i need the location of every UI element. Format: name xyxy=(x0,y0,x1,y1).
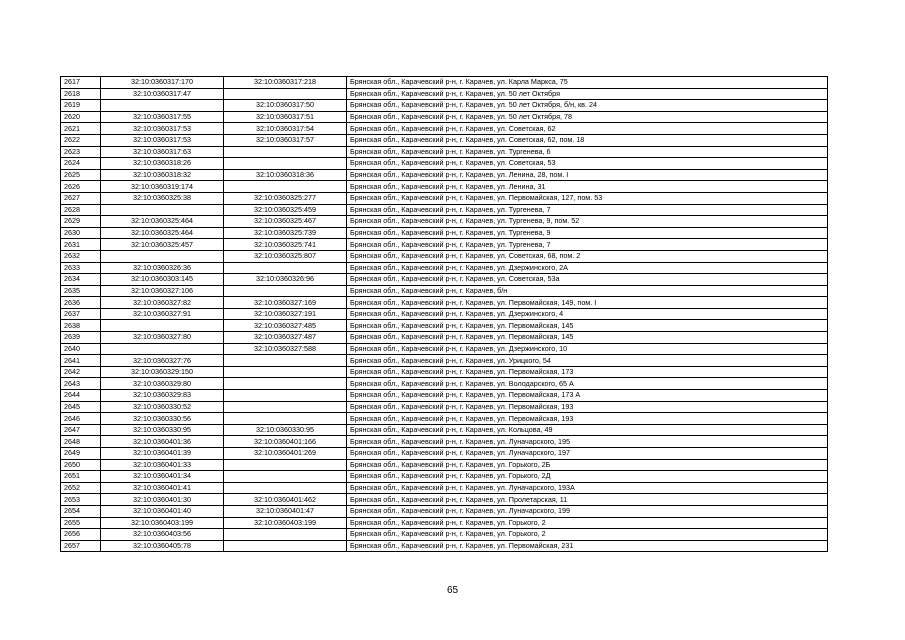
table-row xyxy=(61,540,828,552)
cadastral-number-cell: 32:10:0360401:39 xyxy=(101,448,224,460)
table-row xyxy=(61,134,828,146)
address-cell: Брянская обл., Карачевский р-н, г. Карачев, ул. Кольцова, 49 xyxy=(347,424,828,436)
row-number-cell: 2619 xyxy=(61,100,101,112)
row-number-cell: 2654 xyxy=(61,505,101,517)
table-row xyxy=(61,424,828,436)
address-cell: Брянская обл., Карачевский р-н, г. Карачев, ул. Луначарского, 199 xyxy=(347,505,828,517)
table-row xyxy=(61,146,828,158)
row-number-cell: 2629 xyxy=(61,216,101,228)
row-number-cell: 2644 xyxy=(61,390,101,402)
cadastral-number-cell: 32:10:0360303:145 xyxy=(101,274,224,286)
table-row xyxy=(61,529,828,541)
address-cell: Брянская обл., Карачевский р-н, г. Карачев, ул. 50 лет Октября, 78 xyxy=(347,111,828,123)
address-cell: Брянская обл., Карачевский р-н, г. Карачев, ул. Советская, 68, пом. 2 xyxy=(347,250,828,262)
object-cadastral-number-cell: 32:10:0360317:57 xyxy=(224,134,347,146)
object-cadastral-number-cell xyxy=(224,459,347,471)
row-number-cell: 2638 xyxy=(61,320,101,332)
row-number-cell: 2624 xyxy=(61,158,101,170)
row-number-cell: 2648 xyxy=(61,436,101,448)
table-row xyxy=(61,192,828,204)
object-cadastral-number-cell: 32:10:0360401:462 xyxy=(224,494,347,506)
table-row xyxy=(61,343,828,355)
cadastral-number-cell: 32:10:0360327:76 xyxy=(101,355,224,367)
object-cadastral-number-cell: 32:10:0360325:807 xyxy=(224,250,347,262)
table-row xyxy=(61,517,828,529)
object-cadastral-number-cell: 32:10:0360325:467 xyxy=(224,216,347,228)
row-number-cell: 2657 xyxy=(61,540,101,552)
row-number-cell: 2618 xyxy=(61,88,101,100)
table-row xyxy=(61,436,828,448)
address-cell: Брянская обл., Карачевский р-н, г. Карачев, ул. Первомайская, 149, пом. I xyxy=(347,297,828,309)
cadastral-number-cell: 32:10:0360401:36 xyxy=(101,436,224,448)
row-number-cell: 2623 xyxy=(61,146,101,158)
table-row xyxy=(61,111,828,123)
cadastral-number-cell: 32:10:0360317:55 xyxy=(101,111,224,123)
page-number: 65 xyxy=(446,585,459,596)
object-cadastral-number-cell: 32:10:0360317:51 xyxy=(224,111,347,123)
object-cadastral-number-cell xyxy=(224,471,347,483)
address-cell: Брянская обл., Карачевский р-н, г. Карачев, ул. Советская, 53 xyxy=(347,158,828,170)
cadastral-number-cell xyxy=(101,100,224,112)
table-row xyxy=(61,378,828,390)
row-number-cell: 2645 xyxy=(61,401,101,413)
cadastral-number-cell: 32:10:0360401:40 xyxy=(101,505,224,517)
cadastral-number-cell: 32:10:0360325:38 xyxy=(101,192,224,204)
object-cadastral-number-cell: 32:10:0360317:54 xyxy=(224,123,347,135)
address-cell: Брянская обл., Карачевский р-н, г. Карачев, ул. Советская, 62 xyxy=(347,123,828,135)
object-cadastral-number-cell xyxy=(224,262,347,274)
address-cell: Брянская обл., Карачевский р-н, г. Карачев, ул. Первомайская, 127, пом. 53 xyxy=(347,192,828,204)
address-cell: Брянская обл., Карачевский р-н, г. Карачев, ул. Первомайская, 145 xyxy=(347,332,828,344)
cadastral-number-cell: 32:10:0360325:457 xyxy=(101,239,224,251)
object-cadastral-number-cell xyxy=(224,158,347,170)
table-row xyxy=(61,216,828,228)
cadastral-number-cell: 32:10:0360327:106 xyxy=(101,285,224,297)
row-number-cell: 2636 xyxy=(61,297,101,309)
cadastral-number-cell: 32:10:0360325:464 xyxy=(101,216,224,228)
object-cadastral-number-cell: 32:10:0360317:218 xyxy=(224,77,347,89)
cadastral-number-cell: 32:10:0360325:464 xyxy=(101,227,224,239)
object-cadastral-number-cell: 32:10:0360401:269 xyxy=(224,448,347,460)
cadastral-number-cell: 32:10:0360330:52 xyxy=(101,401,224,413)
cadastral-number-cell: 32:10:0360401:34 xyxy=(101,471,224,483)
row-number-cell: 2620 xyxy=(61,111,101,123)
table-row xyxy=(61,471,828,483)
cadastral-number-cell: 32:10:0360330:56 xyxy=(101,413,224,425)
cadastral-number-cell: 32:10:0360317:53 xyxy=(101,134,224,146)
table-row xyxy=(61,448,828,460)
cadastral-number-cell xyxy=(101,320,224,332)
object-cadastral-number-cell xyxy=(224,378,347,390)
address-cell: Брянская обл., Карачевский р-н, г. Карачев, ул. Первомайская, 145 xyxy=(347,320,828,332)
table-row xyxy=(61,390,828,402)
cadastral-number-cell: 32:10:0360329:80 xyxy=(101,378,224,390)
row-number-cell: 2617 xyxy=(61,77,101,89)
row-number-cell: 2642 xyxy=(61,366,101,378)
row-number-cell: 2631 xyxy=(61,239,101,251)
cadastral-number-cell xyxy=(101,204,224,216)
object-cadastral-number-cell xyxy=(224,401,347,413)
row-number-cell: 2649 xyxy=(61,448,101,460)
table-row xyxy=(61,401,828,413)
cadastral-number-cell: 32:10:0360318:32 xyxy=(101,169,224,181)
address-cell: Брянская обл., Карачевский р-н, г. Карачев, ул. 50 лет Октября, б/н, кв. 24 xyxy=(347,100,828,112)
object-cadastral-number-cell: 32:10:0360325:459 xyxy=(224,204,347,216)
address-cell: Брянская обл., Карачевский р-н, г. Карачев, ул. Горького, 2Д xyxy=(347,471,828,483)
object-cadastral-number-cell: 32:10:0360327:191 xyxy=(224,308,347,320)
address-cell: Брянская обл., Карачевский р-н, г. Карачев, ул. Советская, 53а xyxy=(347,274,828,286)
cadastral-number-cell: 32:10:0360317:47 xyxy=(101,88,224,100)
cadastral-number-cell: 32:10:0360403:199 xyxy=(101,517,224,529)
cadastral-number-cell xyxy=(101,250,224,262)
object-cadastral-number-cell xyxy=(224,285,347,297)
address-cell: Брянская обл., Карачевский р-н, г. Карачев, ул. Ленина, 31 xyxy=(347,181,828,193)
table-row xyxy=(61,181,828,193)
table-row xyxy=(61,262,828,274)
object-cadastral-number-cell: 32:10:0360327:169 xyxy=(224,297,347,309)
address-cell: Брянская обл., Карачевский р-н, г. Карачев, б/н xyxy=(347,285,828,297)
object-cadastral-number-cell: 32:10:0360401:47 xyxy=(224,505,347,517)
cadastral-number-cell: 32:10:0360317:63 xyxy=(101,146,224,158)
address-cell: Брянская обл., Карачевский р-н, г. Карачев, ул. Горького, 2 xyxy=(347,517,828,529)
cadastral-number-cell: 32:10:0360327:91 xyxy=(101,308,224,320)
address-cell: Брянская обл., Карачевский р-н, г. Карачев, ул. Первомайская, 193 xyxy=(347,401,828,413)
table-row xyxy=(61,239,828,251)
row-number-cell: 2639 xyxy=(61,332,101,344)
object-cadastral-number-cell: 32:10:0360327:588 xyxy=(224,343,347,355)
address-cell: Брянская обл., Карачевский р-н, г. Карачев, ул. Тургенева, 7 xyxy=(347,204,828,216)
address-cell: Брянская обл., Карачевский р-н, г. Карачев, ул. Ленина, 28, пом. I xyxy=(347,169,828,181)
object-cadastral-number-cell xyxy=(224,413,347,425)
cadastral-number-cell: 32:10:0360329:150 xyxy=(101,366,224,378)
cadastral-number-cell: 32:10:0360403:56 xyxy=(101,529,224,541)
object-cadastral-number-cell xyxy=(224,88,347,100)
cadastral-number-cell: 32:10:0360317:53 xyxy=(101,123,224,135)
row-number-cell: 2643 xyxy=(61,378,101,390)
address-cell: Брянская обл., Карачевский р-н, г. Карачев, ул. Тургенева, 6 xyxy=(347,146,828,158)
row-number-cell: 2621 xyxy=(61,123,101,135)
row-number-cell: 2630 xyxy=(61,227,101,239)
address-cell: Брянская обл., Карачевский р-н, г. Карачев, ул. Карла Маркса, 75 xyxy=(347,77,828,89)
table-row xyxy=(61,413,828,425)
property-table-body xyxy=(61,77,828,552)
address-cell: Брянская обл., Карачевский р-н, г. Карачев, ул. Дзержинского, 4 xyxy=(347,308,828,320)
table-row xyxy=(61,505,828,517)
address-cell: Брянская обл., Карачевский р-н, г. Карачев, ул. Тургенева, 9, пом. 52 xyxy=(347,216,828,228)
row-number-cell: 2650 xyxy=(61,459,101,471)
table-row xyxy=(61,366,828,378)
object-cadastral-number-cell xyxy=(224,390,347,402)
row-number-cell: 2655 xyxy=(61,517,101,529)
row-number-cell: 2634 xyxy=(61,274,101,286)
row-number-cell: 2626 xyxy=(61,181,101,193)
cadastral-number-cell: 32:10:0360401:33 xyxy=(101,459,224,471)
table-row xyxy=(61,250,828,262)
row-number-cell: 2632 xyxy=(61,250,101,262)
address-cell: Брянская обл., Карачевский р-н, г. Карачев, ул. Пролетарская, 11 xyxy=(347,494,828,506)
address-cell: Брянская обл., Карачевский р-н, г. Карачев, ул. Тургенева, 9 xyxy=(347,227,828,239)
row-number-cell: 2628 xyxy=(61,204,101,216)
address-cell: Брянская обл., Карачевский р-н, г. Карачев, ул. Дзержинского, 10 xyxy=(347,343,828,355)
object-cadastral-number-cell xyxy=(224,181,347,193)
object-cadastral-number-cell xyxy=(224,355,347,367)
row-number-cell: 2652 xyxy=(61,482,101,494)
address-cell: Брянская обл., Карачевский р-н, г. Карачев, ул. Первомайская, 193 xyxy=(347,413,828,425)
table-row xyxy=(61,227,828,239)
cadastral-number-cell: 32:10:0360329:83 xyxy=(101,390,224,402)
row-number-cell: 2656 xyxy=(61,529,101,541)
object-cadastral-number-cell xyxy=(224,366,347,378)
address-cell: Брянская обл., Карачевский р-н, г. Карачев, ул. Урицкого, 54 xyxy=(347,355,828,367)
object-cadastral-number-cell: 32:10:0360318:36 xyxy=(224,169,347,181)
object-cadastral-number-cell: 32:10:0360326:96 xyxy=(224,274,347,286)
address-cell: Брянская обл., Карачевский р-н, г. Карачев, ул. Луначарского, 195 xyxy=(347,436,828,448)
row-number-cell: 2633 xyxy=(61,262,101,274)
object-cadastral-number-cell: 32:10:0360401:166 xyxy=(224,436,347,448)
object-cadastral-number-cell: 32:10:0360317:50 xyxy=(224,100,347,112)
cadastral-number-cell: 32:10:0360401:41 xyxy=(101,482,224,494)
row-number-cell: 2627 xyxy=(61,192,101,204)
table-row xyxy=(61,100,828,112)
property-table xyxy=(60,76,828,552)
address-cell: Брянская обл., Карачевский р-н, г. Карачев, ул. Горького, 2Б xyxy=(347,459,828,471)
object-cadastral-number-cell: 32:10:0360330:95 xyxy=(224,424,347,436)
address-cell: Брянская обл., Карачевский р-н, г. Карачев, ул. Первомайская, 173 А xyxy=(347,390,828,402)
table-row xyxy=(61,158,828,170)
cadastral-number-cell: 32:10:0360405:78 xyxy=(101,540,224,552)
cadastral-number-cell: 32:10:0360327:82 xyxy=(101,297,224,309)
row-number-cell: 2651 xyxy=(61,471,101,483)
cadastral-number-cell: 32:10:0360317:170 xyxy=(101,77,224,89)
address-cell: Брянская обл., Карачевский р-н, г. Карачев, ул. Тургенева, 7 xyxy=(347,239,828,251)
address-cell: Брянская обл., Карачевский р-н, г. Карачев, ул. Первомайская, 173 xyxy=(347,366,828,378)
table-row xyxy=(61,123,828,135)
row-number-cell: 2625 xyxy=(61,169,101,181)
object-cadastral-number-cell: 32:10:0360327:487 xyxy=(224,332,347,344)
table-row xyxy=(61,308,828,320)
cadastral-number-cell: 32:10:0360319:174 xyxy=(101,181,224,193)
object-cadastral-number-cell xyxy=(224,482,347,494)
cadastral-number-cell: 32:10:0360330:95 xyxy=(101,424,224,436)
object-cadastral-number-cell xyxy=(224,146,347,158)
cadastral-number-cell: 32:10:0360326:36 xyxy=(101,262,224,274)
object-cadastral-number-cell: 32:10:0360325:739 xyxy=(224,227,347,239)
table-row xyxy=(61,285,828,297)
object-cadastral-number-cell: 32:10:0360325:741 xyxy=(224,239,347,251)
table-row xyxy=(61,482,828,494)
row-number-cell: 2646 xyxy=(61,413,101,425)
cadastral-number-cell: 32:10:0360327:80 xyxy=(101,332,224,344)
table-row xyxy=(61,297,828,309)
table-row xyxy=(61,355,828,367)
cadastral-number-cell: 32:10:0360318:26 xyxy=(101,158,224,170)
row-number-cell: 2640 xyxy=(61,343,101,355)
address-cell: Брянская обл., Карачевский р-н, г. Карачев, ул. 50 лет Октября xyxy=(347,88,828,100)
table-row xyxy=(61,88,828,100)
row-number-cell: 2622 xyxy=(61,134,101,146)
address-cell: Брянская обл., Карачевский р-н, г. Карачев, ул. Луначарского, 197 xyxy=(347,448,828,460)
table-row xyxy=(61,332,828,344)
address-cell: Брянская обл., Карачевский р-н, г. Карачев, ул. Первомайская, 231 xyxy=(347,540,828,552)
table-row xyxy=(61,494,828,506)
object-cadastral-number-cell: 32:10:0360403:199 xyxy=(224,517,347,529)
object-cadastral-number-cell xyxy=(224,529,347,541)
object-cadastral-number-cell: 32:10:0360327:485 xyxy=(224,320,347,332)
table-row xyxy=(61,77,828,89)
table-row xyxy=(61,204,828,216)
row-number-cell: 2641 xyxy=(61,355,101,367)
object-cadastral-number-cell: 32:10:0360325:277 xyxy=(224,192,347,204)
object-cadastral-number-cell xyxy=(224,540,347,552)
cadastral-number-cell xyxy=(101,343,224,355)
cadastral-number-cell: 32:10:0360401:30 xyxy=(101,494,224,506)
address-cell: Брянская обл., Карачевский р-н, г. Карачев, ул. Володарского, 65 А xyxy=(347,378,828,390)
address-cell: Брянская обл., Карачевский р-н, г. Карачев, ул. Горького, 2 xyxy=(347,529,828,541)
address-cell: Брянская обл., Карачевский р-н, г. Карачев, ул. Советская, 62, пом. 18 xyxy=(347,134,828,146)
address-cell: Брянская обл., Карачевский р-н, г. Карачев, ул. Дзержинского, 2А xyxy=(347,262,828,274)
table-row xyxy=(61,459,828,471)
table-row xyxy=(61,320,828,332)
table-row xyxy=(61,274,828,286)
row-number-cell: 2647 xyxy=(61,424,101,436)
row-number-cell: 2653 xyxy=(61,494,101,506)
row-number-cell: 2635 xyxy=(61,285,101,297)
address-cell: Брянская обл., Карачевский р-н, г. Карачев, ул. Луначарского, 193А xyxy=(347,482,828,494)
table-row xyxy=(61,169,828,181)
row-number-cell: 2637 xyxy=(61,308,101,320)
